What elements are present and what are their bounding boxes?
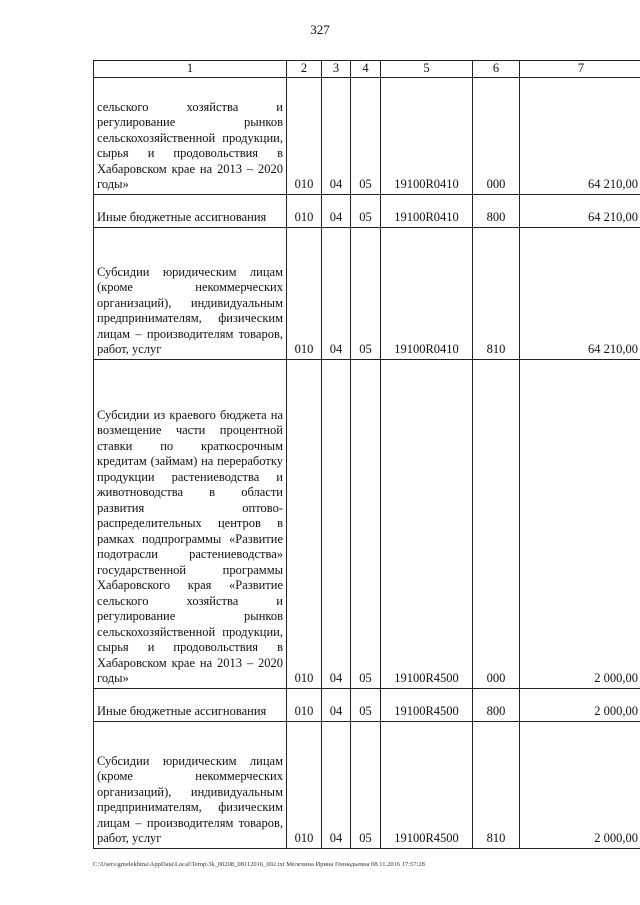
- cell-subsection-code: 05: [351, 227, 381, 359]
- column-header-7: 7: [520, 61, 640, 78]
- cell-target-code: 19100R0410: [381, 227, 473, 359]
- cell-amount: 2 000,00: [520, 359, 640, 688]
- cell-subsection-code: 05: [351, 688, 381, 721]
- cell-expense-type: 000: [473, 359, 520, 688]
- cell-ministry-code: 010: [287, 721, 322, 848]
- row-description: Субсидии юридическим лицам (кроме некоммерческих организаций), индивидуальным предпринимателям, физическим лицам – производителям товаров, работ, услуг: [94, 227, 287, 359]
- table-row: [94, 721, 640, 848]
- cell-ministry-code: 010: [287, 688, 322, 721]
- column-header-2: 2: [287, 61, 322, 78]
- cell-section-code: 04: [322, 688, 351, 721]
- cell-expense-type: 800: [473, 688, 520, 721]
- cell-target-code: 19100R0410: [381, 77, 473, 194]
- table-row: [94, 194, 640, 227]
- cell-ministry-code: 010: [287, 77, 322, 194]
- cell-amount: 64 210,00: [520, 194, 640, 227]
- cell-amount: 2 000,00: [520, 688, 640, 721]
- row-description: Субсидии из краевого бюджета на возмещение части процентной ставки по краткосрочным кредитам (займам) на переработку продукции растениеводства и животноводства в области развития оптово-распределительных центров в рамках подпрограммы «Развитие подотрасли растениеводства» государственной программы Хабаровского края «Развитие сельского хозяйства и регулирование рынков сельскохозяйственной продукции, сырья и продовольствия в Хабаровском крае на 2013 – 2020 годы»: [94, 359, 287, 688]
- table-header-row: [94, 61, 640, 78]
- footer-file-path: C:\Users\gmelekhina\AppData\Local\Temp\3k_00208_08112016_002.txt Мелехина Ирина Геннадьевна 08.11.2016 17:57:28: [93, 861, 425, 868]
- cell-expense-type: 810: [473, 227, 520, 359]
- cell-section-code: 04: [322, 227, 351, 359]
- cell-subsection-code: 05: [351, 194, 381, 227]
- cell-target-code: 19100R4500: [381, 721, 473, 848]
- cell-ministry-code: 010: [287, 227, 322, 359]
- cell-section-code: 04: [322, 359, 351, 688]
- cell-section-code: 04: [322, 77, 351, 194]
- cell-subsection-code: 05: [351, 721, 381, 848]
- cell-section-code: 04: [322, 194, 351, 227]
- cell-expense-type: 800: [473, 194, 520, 227]
- cell-amount: 64 210,00: [520, 77, 640, 194]
- page-number: 327: [310, 22, 330, 37]
- row-description: Субсидии юридическим лицам (кроме некоммерческих организаций), индивидуальным предпринимателям, физическим лицам – производителям товаров, работ, услуг: [94, 721, 287, 848]
- table-row: [94, 77, 640, 194]
- cell-target-code: 19100R4500: [381, 359, 473, 688]
- cell-subsection-code: 05: [351, 359, 381, 688]
- cell-target-code: 19100R4500: [381, 688, 473, 721]
- table-row: [94, 688, 640, 721]
- cell-subsection-code: 05: [351, 77, 381, 194]
- budget-table: [93, 60, 640, 849]
- cell-expense-type: 810: [473, 721, 520, 848]
- column-header-1: 1: [94, 61, 287, 78]
- column-header-3: 3: [322, 61, 351, 78]
- row-description: сельского хозяйства и регулирование рынков сельскохозяйственной продукции, сырья и продовольствия в Хабаровском крае на 2013 – 2020 годы»: [94, 77, 287, 194]
- table-row: [94, 227, 640, 359]
- cell-ministry-code: 010: [287, 194, 322, 227]
- column-header-5: 5: [381, 61, 473, 78]
- row-description: Иные бюджетные ассигнования: [94, 688, 287, 721]
- cell-amount: 64 210,00: [520, 227, 640, 359]
- cell-section-code: 04: [322, 721, 351, 848]
- cell-amount: 2 000,00: [520, 721, 640, 848]
- column-header-4: 4: [351, 61, 381, 78]
- table-row: [94, 359, 640, 688]
- row-description: Иные бюджетные ассигнования: [94, 194, 287, 227]
- column-header-6: 6: [473, 61, 520, 78]
- cell-target-code: 19100R0410: [381, 194, 473, 227]
- cell-expense-type: 000: [473, 77, 520, 194]
- cell-ministry-code: 010: [287, 359, 322, 688]
